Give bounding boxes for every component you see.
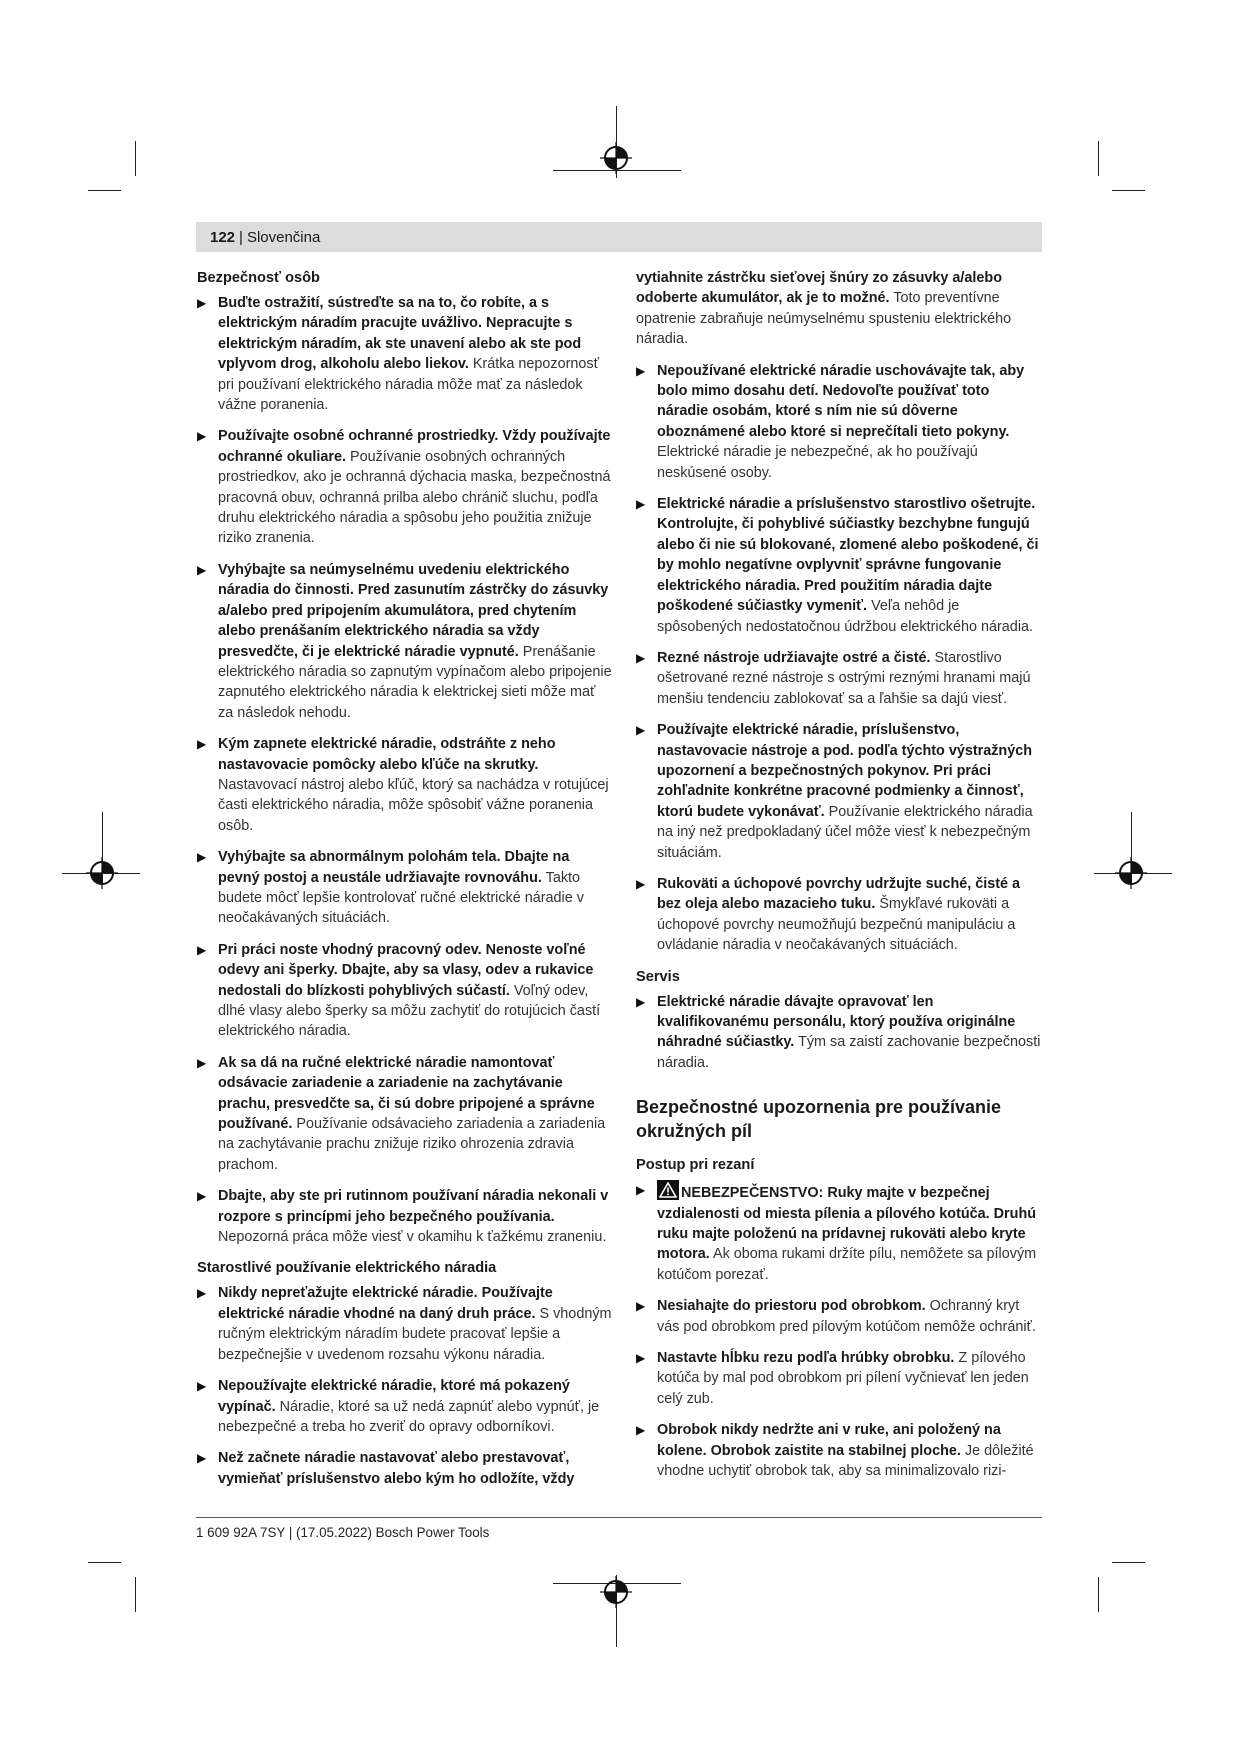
- item-plain-text: Veľa nehôd je spôsobených nedostatočnou údržbou elektrického náradia.: [657, 598, 1034, 635]
- list-item: [636, 1348, 1043, 1409]
- item-plain-text: Náradie, ktoré sa už nedá zapnúť alebo vypnúť, je nebezpečné a treba ho zveriť do opravy odborníkovi.: [218, 1398, 600, 1435]
- list-item: [197, 847, 613, 929]
- crop-mark: [1112, 1562, 1145, 1563]
- bullet-icon: ▶: [197, 1451, 207, 1466]
- bullet-icon: ▶: [636, 1183, 646, 1198]
- warning-icon: [657, 1180, 679, 1200]
- bullet-icon: ▶: [197, 1189, 207, 1204]
- list-item: [636, 494, 1043, 637]
- header-separator: |: [239, 228, 243, 246]
- item-plain-text: S vhodným ručným elektrickým náradím budete pracovať lepšie a bezpečnejšie v uvedenom rozsahu výkonu náradia.: [218, 1305, 612, 1363]
- section-title-personal-safety: Bezpečnosť osôb: [197, 270, 320, 286]
- crop-mark: [135, 141, 136, 176]
- bullet-icon: ▶: [636, 1423, 646, 1438]
- section-title-service: Servis: [636, 968, 680, 985]
- item-plain-text: Krátka nepozornosť pri používaní elektrického náradia môže mať za následok vážne poranenia.: [218, 356, 600, 414]
- item-bold-text: Nepoužívané elektrické náradie uschovávajte tak, aby bolo mimo dosahu detí. Nedovoľte používať toto náradie osobám, ktoré s ním nie sú dôverne oboznámené alebo ktoré si neprečítali tieto pokyny.: [657, 362, 1025, 440]
- item-bold-text: Ak sa dá na ručné elektrické náradie namontovať odsávacie zariadenie a zariadenie na zachytávanie prachu, presvedčte sa, či sú dobre pripojené a správne používané.: [218, 1054, 595, 1133]
- list-item: [636, 361, 1043, 483]
- list-item: [636, 720, 1043, 863]
- item-bold-text: Vyhýbajte sa abnormálnym polohám tela. Dbajte na pevný postoj a neustále udržiavajte rovnováhu.: [218, 849, 570, 886]
- item-bold-text: Elektrické náradie dávajte opravovať len kvalifikovanému personálu, ktorý používa originálne náhradné súčiastky.: [657, 993, 1016, 1051]
- list-item: [197, 426, 613, 548]
- list-item: [197, 1053, 613, 1175]
- list-item: [197, 560, 613, 723]
- item-bold-text: Nikdy nepreťažujte elektrické náradie. Používajte elektrické náradie vhodné na daný druh práce.: [218, 1285, 553, 1322]
- page-footer: 1 609 92A 7SY | (17.05.2022) Bosch Power Tools: [196, 1525, 490, 1540]
- item-plain-text: Z pílového kotúča by mal pod obrobkom pri pílení vyčnievať len jeden celý zub.: [657, 1350, 1029, 1407]
- bullet-icon: ▶: [636, 650, 646, 665]
- header-language: Slovenčina: [246, 228, 321, 246]
- bullet-icon: ▶: [636, 497, 646, 512]
- item-plain-text: Tým sa zaistí zachovanie bezpečnosti náradia.: [657, 1034, 1041, 1071]
- list-item-danger: [636, 1180, 1043, 1285]
- list-item: [197, 940, 613, 1042]
- bullet-icon: ▶: [197, 1379, 207, 1394]
- item-bold-text: Elektrické náradie a príslušenstvo starostlivo ošetrujte. Kontrolujte, či pohyblivé súčiastky bezchybne fungujú alebo či nie sú blokované, zlomené alebo poškodené, či by mohlo negatívne ovplyvniť správne fungovanie elektrického náradia. Pred použitím náradia dajte poškodené súčiastky vymeniť.: [657, 496, 1039, 615]
- list-item: [636, 648, 1043, 709]
- bullet-icon: ▶: [636, 363, 646, 378]
- section-subtitle-cutting: Postup pri rezaní: [636, 1157, 755, 1174]
- crop-mark: [135, 1577, 136, 1612]
- left-column: [197, 268, 613, 1500]
- list-item: [636, 1296, 1043, 1337]
- item-plain-text: Používanie osobných ochranných prostriedkov, ako je ochranná dýchacia maska, bezpečnostná pracovná obuv, ochranná prilba alebo chránič sluchu, podľa druhu elektrického náradia a spôsobu jeho použitia znižuje riziko zranenia.: [218, 448, 611, 547]
- item-plain-text: Elektrické náradie je nebezpečné, ak ho používajú neskúsené osoby.: [657, 444, 978, 481]
- registration-mark: [1114, 856, 1148, 890]
- bullet-icon: ▶: [197, 737, 207, 752]
- page-header: [196, 222, 1042, 252]
- item-plain-text: Nepozorná práca môže viesť v okamihu k ťažkému zraneniu.: [218, 1229, 607, 1246]
- bullet-icon: ▶: [636, 994, 646, 1009]
- bullet-icon: ▶: [197, 429, 207, 444]
- section-title-tool-care: Starostlivé používanie elektrického náradia: [197, 1260, 497, 1277]
- item-plain-text: Prenášanie elektrického náradia so zapnutým vypínačom alebo pripojenie zapnutého elektrického náradia k elektrickej sieti môže mať za následok nehodu.: [218, 643, 612, 721]
- crop-mark: [88, 190, 121, 191]
- item-plain-text: Šmykľavé rukoväti a úchopové povrchy neumožňujú bezpečnú manipuláciu a ovládanie náradia v neočakávaných situáciách.: [657, 896, 1016, 954]
- footer-rule: [196, 1517, 1042, 1518]
- item-plain-text: Používanie odsávacieho zariadenia a zariadenia na zachytávanie prachu znižuje riziko ohrozenia zdravia prachom.: [218, 1116, 606, 1173]
- item-plain-text: Voľný odev, dlhé vlasy alebo šperky sa môžu zachytiť do rotujúcich častí elektrického náradia.: [218, 982, 601, 1040]
- list-item: [197, 293, 613, 415]
- list-item: [636, 992, 1043, 1074]
- bullet-icon: ▶: [197, 296, 207, 310]
- bullet-icon: ▶: [197, 562, 207, 577]
- list-item: [636, 874, 1043, 956]
- item-bold-text: Nepoužívajte elektrické náradie, ktoré má pokazený vypínač.: [218, 1378, 570, 1415]
- item-bold-text: Nesiahajte do priestoru pod obrobkom.: [657, 1298, 926, 1315]
- bullet-icon: ▶: [636, 1351, 646, 1366]
- continued-item: [636, 268, 1043, 350]
- item-bold-text: Pri práci noste vhodný pracovný odev. Nenoste voľné odevy ani šperky. Dbajte, aby sa vlasy, odev a rukavice nedostali do blízkosti pohyblivých súčastí.: [218, 941, 594, 999]
- item-plain-text: Takto budete môcť lepšie kontrolovať ručné elektrické náradie v neočakávaných situáciách.: [218, 869, 584, 927]
- bullet-icon: ▶: [197, 942, 207, 957]
- section-title-circular-saw: Bezpečnostné upozornenia pre používanie okružných píl: [636, 1097, 1002, 1142]
- item-bold-text: Obrobok nikdy nedržte ani v ruke, ani položený na kolene. Obrobok zaistite na stabilnej ploche.: [657, 1422, 1001, 1459]
- bullet-icon: ▶: [636, 1299, 646, 1314]
- item-plain-text: Ak oboma rukami držíte pílu, nemôžete sa pílovým kotúčom porezať.: [657, 1246, 1037, 1283]
- item-bold-text: Kým zapnete elektrické náradie, odstráňte z neho nastavovacie pomôcky alebo kľúče na skrutky.: [218, 736, 556, 773]
- list-item: [197, 1186, 613, 1247]
- item-bold-text: Než začnete náradie nastavovať alebo prestavovať, vymieňať príslušenstvo alebo kým ho odložíte, vždy: [218, 1450, 575, 1487]
- item-plain-text: Ochranný kryt vás pod obrobkom pred pílovým kotúčom nemôže ochrániť.: [657, 1298, 1036, 1335]
- list-item: [197, 1283, 613, 1365]
- list-item: [197, 1448, 613, 1489]
- list-item: [197, 734, 613, 836]
- item-bold-text: Používajte osobné ochranné prostriedky. Vždy používajte ochranné okuliare.: [218, 428, 611, 465]
- item-plain-text: Toto preventívne opatrenie zabraňuje neúmyselnému spusteniu elektrického náradia.: [636, 290, 1012, 348]
- crop-mark: [88, 1562, 121, 1563]
- item-bold-text: Používajte elektrické náradie, príslušenstvo, nastavovacie nástroje a pod. podľa týchto výstražných upozornení a bezpečnostných pokynov. Pri práci zohľadnite konkrétne pracovné podmienky a činnosť, ktorú budete vykonávať.: [657, 722, 1033, 820]
- crop-mark: [1098, 141, 1099, 176]
- bullet-icon: ▶: [636, 876, 646, 891]
- item-plain-text: Používanie elektrického náradia na iný než predpokladaný účel môže viesť k nebezpečným situáciám.: [657, 803, 1033, 861]
- right-column: [636, 268, 1043, 1493]
- item-bold-text: Rukoväti a úchopové povrchy udržujte suché, čisté a bez oleja alebo mazacieho tuku.: [657, 875, 1021, 913]
- item-bold-text: Buďte ostražití, sústreďte sa na to, čo robíte, a s elektrickým náradím pracujte uvážlivo. Nepracujte s elektrickým náradím, ak ste unavení alebo ak ste pod vplyvom drog, alkoholu alebo liekov.: [218, 295, 582, 373]
- crop-mark: [1098, 1577, 1099, 1612]
- item-bold-text: Vyhýbajte sa neúmyselnému uvedeniu elektrického náradia do činnosti. Pred zasunutím zástrčky do zásuvky a/alebo pred pripojením akumulátora, pred chytením alebo prenášaním elektrického náradia sa vždy presvedčte, či je elektrické náradie vypnuté.: [218, 561, 609, 660]
- item-plain-text: Je dôležité vhodne uchytiť obrobok tak, aby sa minimalizovalo rizi-: [657, 1442, 1034, 1480]
- crop-mark: [1112, 190, 1145, 191]
- bullet-icon: ▶: [197, 850, 207, 865]
- registration-mark: [85, 856, 119, 890]
- item-bold-text: Dbajte, aby ste pri rutinnom používaní náradia nekonali v rozpore s princípmi jeho bezpečného používania.: [218, 1188, 609, 1225]
- bullet-icon: ▶: [197, 1055, 207, 1070]
- item-bold-text: vytiahnite zástrčku sieťovej šnúry zo zásuvky a/alebo odoberte akumulátor, ak je to možné.: [636, 270, 1003, 307]
- registration-mark: [599, 141, 633, 175]
- item-plain-text: Nastavovací nástroj alebo kľúč, ktorý sa nachádza v rotujúcej časti elektrického náradia, môže spôsobiť vážne poranenia osôb.: [218, 776, 609, 834]
- item-bold-text: Rezné nástroje udržiavajte ostré a čisté.: [657, 649, 931, 666]
- item-bold-text: Nastavte hĺbku rezu podľa hrúbky obrobku.: [657, 1350, 955, 1367]
- item-plain-text: Starostlivo ošetrované rezné nástroje s ostrými reznými hranami majú menšiu tendenciu zablokovať sa a ľahšie sa dajú viesť.: [657, 649, 1031, 707]
- list-item: [197, 1376, 613, 1437]
- page-number: 122: [210, 228, 236, 246]
- list-item: [636, 1420, 1043, 1481]
- bullet-icon: ▶: [636, 723, 646, 738]
- bullet-icon: ▶: [197, 1286, 207, 1301]
- item-bold-text: NEBEZPEČENSTVO: Ruky majte v bezpečnej vzdialenosti od miesta pílenia a pílového kotúča. Druhú ruku majte položenú na prídavnej rukoväti alebo kryte motora.: [657, 1185, 1037, 1263]
- registration-mark: [599, 1575, 633, 1609]
